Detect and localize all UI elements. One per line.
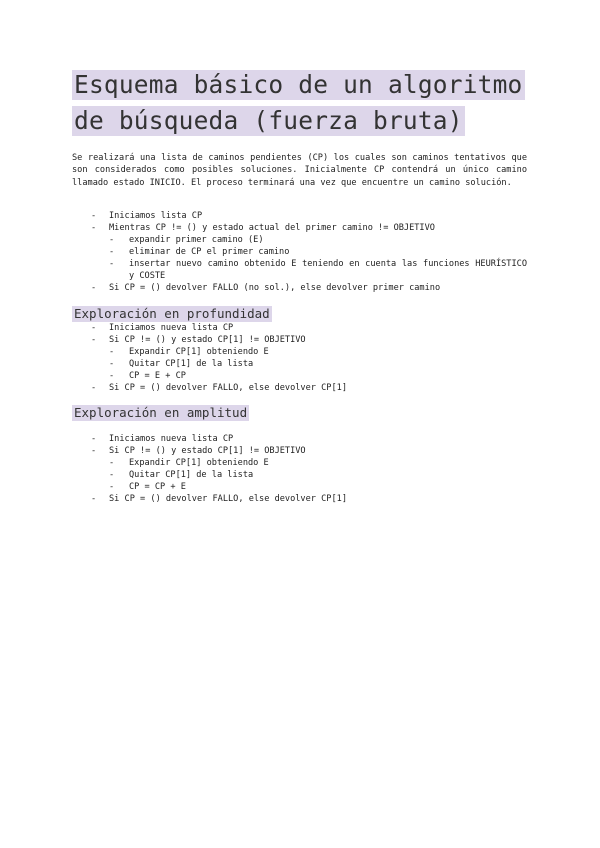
- page-title: [72, 70, 525, 142]
- list-item: [72, 334, 527, 382]
- sub-list: [109, 346, 527, 382]
- breadth-first-list: [72, 433, 527, 505]
- sub-list-item-text: CP = CP + E: [129, 482, 186, 492]
- sub-list-item-text: CP = E + CP: [129, 371, 186, 381]
- list-item-text: Si CP != () y estado CP[1] != OBJETIVO: [109, 335, 306, 345]
- title-line-1: Esquema básico de un algoritmo: [74, 70, 523, 99]
- list-item-text: Iniciamos lista CP: [109, 211, 203, 221]
- list-item-text: Si CP = () devolver FALLO, else devolver CP[1]: [109, 494, 347, 504]
- sub-list-item: [109, 469, 527, 481]
- list-item: [72, 210, 527, 222]
- sub-list-item-text: Quitar CP[1] de la lista: [129, 359, 254, 369]
- sub-list: [109, 234, 527, 282]
- sub-list-item-text: Expandir CP[1] obteniendo E: [129, 458, 269, 468]
- section-heading-breadth: Exploración en amplitud: [74, 405, 248, 420]
- list-item: [72, 445, 527, 493]
- sub-list-item: [109, 246, 527, 258]
- sub-list-item: [109, 258, 527, 282]
- list-item-text: Si CP = () devolver FALLO, else devolver CP[1]: [109, 383, 347, 393]
- intro-paragraph: Se realizará una lista de caminos pendientes (CP) los cuales son caminos tentativos que son considerados como posibles soluciones. Inicialmente CP contendrá un único camino llamado estado INICIO. El proceso terminará una vez que encuentre un camino solución.: [72, 153, 527, 188]
- sub-list-item: [109, 346, 527, 358]
- list-item: [72, 282, 527, 294]
- sub-list-item: [109, 481, 527, 493]
- list-item: [72, 222, 527, 282]
- sub-list-item-text: expandir primer camino (E): [129, 235, 264, 245]
- list-item: [72, 382, 527, 394]
- list-item-text: Si CP != () y estado CP[1] != OBJETIVO: [109, 446, 306, 456]
- sub-list-item-text: eliminar de CP el primer camino: [129, 247, 290, 257]
- sub-list-item-text: insertar nuevo camino obtenido E teniendo en cuenta las funciones HEURÍSTICO y COSTE: [129, 259, 527, 281]
- sub-list-item: [109, 234, 527, 246]
- basic-algorithm-list: [72, 210, 527, 294]
- sub-list-item-text: Expandir CP[1] obteniendo E: [129, 347, 269, 357]
- sub-list-item: [109, 457, 527, 469]
- sub-list-item: [109, 370, 527, 382]
- list-item: [72, 493, 527, 505]
- list-item-text: Iniciamos nueva lista CP: [109, 323, 234, 333]
- list-item-text: Iniciamos nueva lista CP: [109, 434, 234, 444]
- title-line-2: de búsqueda (fuerza bruta): [74, 106, 463, 135]
- section-heading-depth: Exploración en profundidad: [74, 306, 270, 321]
- sub-list-item: [109, 358, 527, 370]
- list-item: [72, 322, 527, 334]
- list-item: [72, 433, 527, 445]
- list-item-text: Mientras CP != () y estado actual del primer camino != OBJETIVO: [109, 223, 435, 233]
- depth-first-list: [72, 322, 527, 394]
- sub-list-item-text: Quitar CP[1] de la lista: [129, 470, 254, 480]
- list-item-text: Si CP = () devolver FALLO (no sol.), else devolver primer camino: [109, 283, 441, 293]
- sub-list: [109, 457, 527, 493]
